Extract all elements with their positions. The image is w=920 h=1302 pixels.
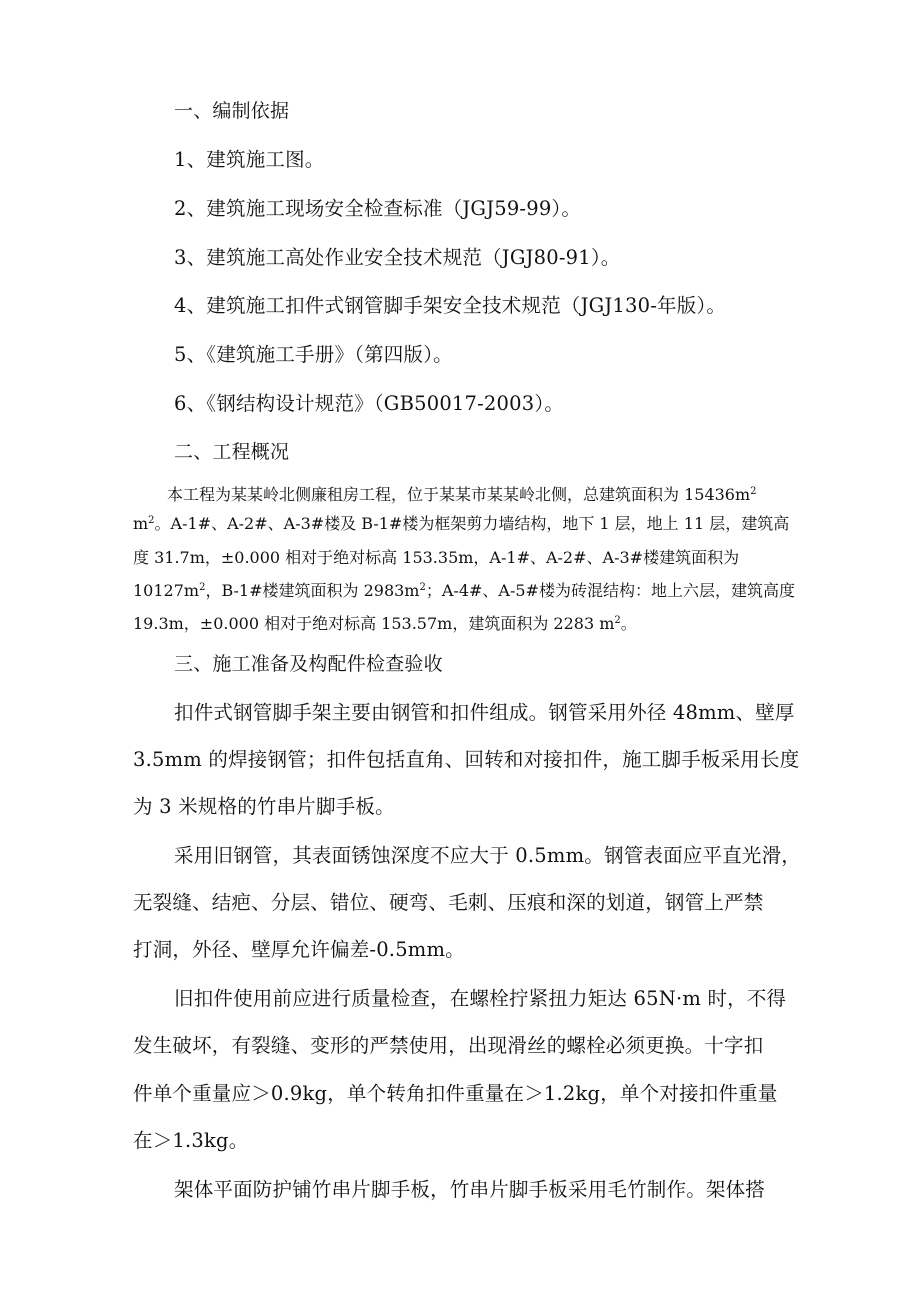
- overview-text: 。A-1#、A-2#、A-3#楼及 B-1#楼为框架剪力墙结构，地下 1 层，地上 11 层，建筑高: [154, 514, 790, 533]
- body-line: 无裂缝、结疤、分层、错位、硬弯、毛刺、压痕和深的划道，钢管上严禁: [133, 891, 764, 914]
- overview-line-4: [133, 580, 795, 602]
- section-1-title: 一、编制依据: [174, 100, 290, 122]
- overview-text: ，B-1#楼建筑面积为 2983m: [205, 581, 420, 600]
- body-line: 发生破坏，有裂缝、变形的严禁使用，出现滑丝的螺栓必须更换。十字扣: [133, 1034, 764, 1057]
- reference-item-3: 3、建筑施工高处作业安全技术规范（JGJ80-91）。: [174, 246, 621, 269]
- overview-line-5: [133, 613, 637, 635]
- overview-line-2: [133, 513, 789, 535]
- body-line: 3.5mm 的焊接钢管；扣件包括直角、回转和对接扣件，施工脚手板采用长度: [133, 748, 800, 771]
- superscript: 2: [148, 515, 155, 526]
- overview-text: ；A-4#、A-5#楼为砖混结构：地上六层，建筑高度: [425, 581, 795, 600]
- overview-text: 10127m: [133, 581, 200, 600]
- section-3-title: 三、施工准备及构配件检查验收: [174, 653, 443, 675]
- section-2-title: 二、工程概况: [174, 441, 290, 463]
- superscript: 2: [750, 486, 757, 497]
- body-line: 采用旧钢管，其表面锈蚀深度不应大于 0.5mm。钢管表面应平直光滑，: [174, 844, 801, 867]
- overview-text: 本工程为某某岭北侧廉租房工程，位于某某市某某岭北侧，总建筑面积为 15436m: [167, 485, 751, 504]
- superscript: 2: [199, 582, 206, 593]
- reference-item-2: 2、建筑施工现场安全检查标准（JGJ59-99）。: [174, 197, 582, 220]
- overview-text: m: [133, 514, 149, 533]
- overview-text: 。: [620, 614, 637, 633]
- body-line: 旧扣件使用前应进行质量检查，在螺栓拧紧扭力矩达 65N·m 时，不得: [174, 987, 787, 1010]
- reference-item-4: 4、建筑施工扣件式钢管脚手架安全技术规范（JGJ130-年版）。: [174, 294, 727, 317]
- body-line: 架体平面防护铺竹串片脚手板，竹串片脚手板采用毛竹制作。架体搭: [174, 1178, 766, 1201]
- superscript: 2: [614, 615, 621, 626]
- reference-item-6: 6、《钢结构设计规范》（GB50017-2003）。: [174, 392, 565, 415]
- superscript: 2: [419, 582, 426, 593]
- body-line: 为 3 米规格的竹串片脚手板。: [133, 795, 395, 818]
- reference-item-5: 5、《建筑施工手册》（第四版）。: [174, 343, 453, 366]
- overview-line-3: 度 31.7m，±0.000 相对于绝对标高 153.35m，A-1#、A-2#、A-3#楼建筑面积为: [133, 548, 740, 567]
- body-line: 打洞，外径、壁厚允许偏差-0.5mm。: [133, 938, 465, 961]
- body-line: 件单个重量应＞0.9kg，单个转角扣件重量在＞1.2kg，单个对接扣件重量: [133, 1082, 778, 1105]
- reference-item-1: 1、建筑施工图。: [174, 148, 325, 171]
- body-line: 扣件式钢管脚手架主要由钢管和扣件组成。钢管采用外径 48mm、壁厚: [174, 701, 795, 724]
- overview-text: 19.3m，±0.000 相对于绝对标高 153.57m，建筑面积为 2283 m: [133, 614, 615, 633]
- overview-line-1: [167, 484, 757, 506]
- body-line: 在＞1.3kg。: [133, 1129, 249, 1152]
